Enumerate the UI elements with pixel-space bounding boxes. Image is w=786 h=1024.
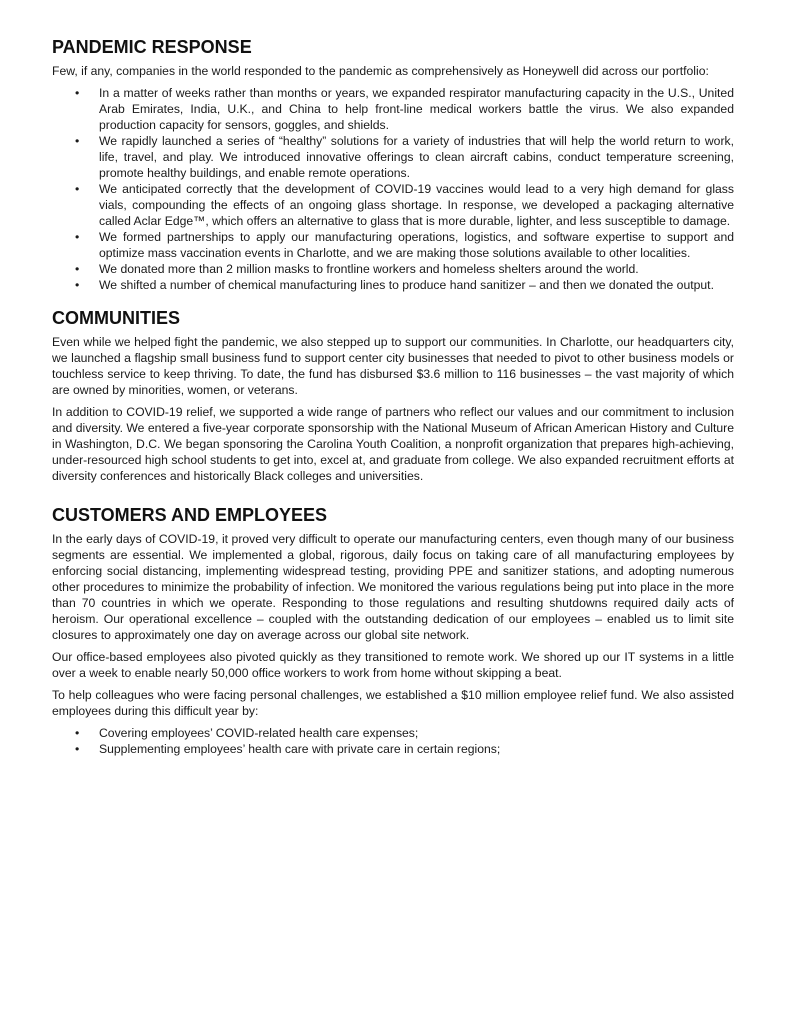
- pandemic-response-section: [52, 36, 734, 293]
- bullet-text: In a matter of weeks rather than months or years, we expanded respirator manufacturing capacity in the U.S., United Arab Emirates, India, U.K., and China to help front-line medical workers battle the virus. We also expanded production capacity for sensors, goggles, and shields.: [99, 86, 734, 132]
- bullet-text: We shifted a number of chemical manufacturing lines to produce hand sanitizer – and then we donated the output.: [99, 278, 714, 292]
- list-item: [52, 85, 734, 133]
- bullet-icon: •: [75, 726, 80, 740]
- list-item: [52, 181, 734, 229]
- bullet-text: We anticipated correctly that the development of COVID-19 vaccines would lead to a very high demand for glass vials, compounding the effects of an ongoing glass shortage. In response, we developed a packaging alternative called Aclar Edge™, which offers an alternative to glass that is more durable, lighter, and less susceptible to damage.: [99, 182, 734, 228]
- employee-support-bullet-list: [52, 725, 734, 757]
- list-item: [52, 261, 734, 277]
- section-heading-pandemic: PANDEMIC RESPONSE: [52, 37, 252, 57]
- bullet-icon: •: [75, 182, 80, 196]
- communities-section: [52, 307, 734, 484]
- communities-paragraph-2: In addition to COVID-19 relief, we supported a wide range of partners who reflect our values and our commitment to inclusion and diversity. We entered a five-year corporate sponsorship with the National Museum of African American History and Culture in Washington, D.C. We began sponsoring the Carolina Youth Coalition, a nonprofit organization that prepares high-achieving, under-resourced high school students to get into, excel at, and graduate from college. We also expanded recruitment efforts at diversity conferences and historically Black colleges and universities.: [52, 405, 734, 483]
- bullet-icon: •: [75, 230, 80, 244]
- customers-paragraph-2: Our office-based employees also pivoted quickly as they transitioned to remote work. We shored up our IT systems in a little over a week to enable nearly 50,000 office workers to work from home without skipping a beat.: [52, 650, 734, 680]
- bullet-icon: •: [75, 742, 80, 756]
- pandemic-intro-paragraph: Few, if any, companies in the world responded to the pandemic as comprehensively as Honeywell did across our portfolio:: [52, 64, 709, 78]
- bullet-icon: •: [75, 86, 80, 100]
- list-item: [52, 133, 734, 181]
- customers-paragraph-3: To help colleagues who were facing personal challenges, we established a $10 million employee relief fund. We also assisted employees during this difficult year by:: [52, 688, 734, 718]
- bullet-text: Covering employees’ COVID-related health care expenses;: [99, 726, 419, 740]
- list-item: [52, 725, 734, 741]
- bullet-icon: •: [75, 278, 80, 292]
- customers-paragraph-1: In the early days of COVID-19, it proved very difficult to operate our manufacturing centers, even though many of our business segments are essential. We implemented a global, rigorous, daily focus on taking care of all manufacturing employees by enforcing social distancing, implementing widespread testing, providing PPE and sanitizer stations, and adopting numerous other procedures to minimize the probability of infection. We monitored the various regulations being put into place in the more than 70 countries in which we operate. Responding to those regulations and resulting shutdowns required daily acts of heroism. Our operational excellence – coupled with the outstanding dedication of our employees – enabled us to limit site closures to approximately one day on average across our global site network.: [52, 532, 734, 642]
- section-spacer: [52, 293, 734, 307]
- bullet-text: Supplementing employees’ health care with private care in certain regions;: [99, 742, 501, 756]
- customers-employees-section: [52, 504, 734, 757]
- communities-paragraph-1: Even while we helped fight the pandemic, we also stepped up to support our communities. In Charlotte, our headquarters city, we launched a flagship small business fund to support center city businesses that needed to pivot to other business models or touchless service to keep thriving. To date, the fund has disbursed $3.6 million to 116 businesses – the vast majority of which are owned by minorities, women, or veterans.: [52, 335, 734, 397]
- list-item: [52, 741, 734, 757]
- bullet-icon: •: [75, 262, 80, 276]
- bullet-icon: •: [75, 134, 80, 148]
- section-heading-communities: COMMUNITIES: [52, 308, 180, 328]
- section-heading-customers-employees: CUSTOMERS AND EMPLOYEES: [52, 505, 328, 525]
- bullet-text: We rapidly launched a series of “healthy” solutions for a variety of industries that will help the world return to work, life, travel, and play. We introduced innovative offerings to clean aircraft cabins, conduct temperature screening, promote healthy buildings, and enable remote operations.: [99, 134, 734, 180]
- pandemic-bullet-list: [52, 85, 734, 293]
- section-spacer: [52, 490, 734, 504]
- bullet-text: We donated more than 2 million masks to frontline workers and homeless shelters around the world.: [99, 262, 639, 276]
- list-item: [52, 277, 734, 293]
- bullet-text: We formed partnerships to apply our manufacturing operations, logistics, and software expertise to support and optimize mass vaccination events in Charlotte, and we are making those solutions available to other localities.: [99, 230, 734, 260]
- list-item: [52, 229, 734, 261]
